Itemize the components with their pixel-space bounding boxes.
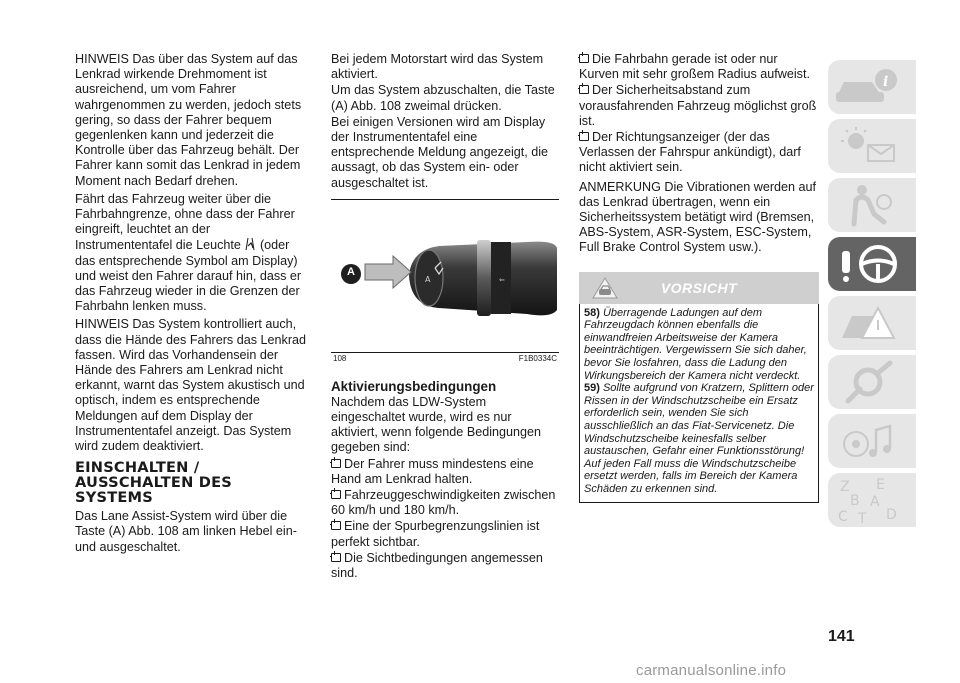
watermark: carmanualsonline.info: [636, 662, 787, 679]
tab-car-info[interactable]: [828, 60, 916, 114]
lane-departure-warning-icon: [244, 237, 256, 251]
figure-108: [331, 202, 559, 352]
paragraph-anmerkung: ANMERKUNG Die Vibrationen werden auf das Lenkrad übertragen, wenn ein Sicherheitssystem betätigt wird (Bremsen, ABS-System, ASR-System, ESC-System, Full Brake Control System usw.).: [579, 179, 817, 255]
svg-text:i: i: [883, 74, 889, 90]
paragraph-hinweis-hands: HINWEIS Das System kontrolliert auch, dass die Hände des Fahrers das Lenkrad fassen. Wird das Vorhandensein der Hände des Fahrers am Lenkrad nicht erkannt, warnt das System akustisch und optisch, indem es entsprechende Meldungen auf dem Display der Instrumententafel anzeigt. Das System wird zudem deaktiviert.: [75, 317, 307, 454]
tab-multimedia[interactable]: [828, 414, 916, 468]
list-item-text: Der Richtungsanzeiger (der das Verlassen der Fahrspur ankündigt), darf nicht aktiviert sein.: [579, 130, 801, 175]
svg-text:A: A: [425, 274, 431, 284]
chapter-tabs-sidebar: [828, 60, 916, 532]
index-letter: Z: [840, 479, 850, 495]
index-letter: C: [838, 509, 848, 525]
figure-code: F1B0334C: [518, 353, 557, 363]
bullet-icon: [331, 553, 341, 562]
paragraph-lane-exit-text-a: Fährt das Fahrzeug weiter über die Fahrbahngrenze, ohne dass der Fahrer eingreift, leuchtet an der Instrumententafel die Leuchte: [75, 191, 295, 253]
list-item: [579, 130, 819, 176]
list-item: [331, 488, 559, 518]
paragraph-hinweis-torque: HINWEIS Das über das System auf das Lenkrad wirkende Drehmoment ist ausreichend, um vom Fahrer wahrgenommen zu werden, jedoch stets gering, so dass der Fahrer bequem gegenlenken kann und jederzeit die Kontrolle über das Fahrzeug behält. Der Fahrer kann somit das Lenkrad in jedem Moment nach Bedarf drehen.: [75, 52, 302, 188]
warning-item-text: Überragende Ladungen auf dem Fahrzeugdach können ebenfalls die einwandfreien Arbeitsweise der Kamera beeinträchtigen. Vergewissern Sie sich daher, bevor Sie losfahren, dass die Ladung den Wirkungsbereich der Kamera nicht verdeckt.: [584, 306, 807, 382]
bullet-icon: [331, 459, 341, 468]
tab-starting-driving[interactable]: [828, 237, 916, 291]
list-item-text: Fahrzeuggeschwindigkeiten zwischen 60 km/h und 180 km/h.: [331, 488, 556, 518]
tab-emergency[interactable]: [828, 296, 916, 350]
warning-item-59: [584, 382, 814, 495]
subheading-activation-conditions: Aktivierungsbedingungen: [331, 378, 497, 394]
tab-maintenance[interactable]: [828, 355, 916, 409]
tools-icon: [828, 355, 916, 409]
list-item: [331, 551, 559, 581]
index-letters-icon: [828, 473, 916, 527]
bullet-icon: [331, 490, 341, 499]
bullet-icon: [579, 132, 589, 141]
bullet-icon: [331, 521, 341, 530]
figure-callout-a: A: [347, 265, 355, 278]
steering-stalk-illustration: [331, 202, 559, 352]
list-item-text: Eine der Spurbegrenzungslinien ist perfekt sichtbar.: [331, 519, 540, 549]
paragraph-lane-exit-warning: [75, 192, 310, 315]
list-item-text: Der Fahrer muss mindestens eine Hand am Lenkrad halten.: [331, 456, 534, 486]
list-item: [579, 52, 819, 82]
warning-banner: [579, 272, 819, 304]
index-letter: D: [886, 507, 897, 523]
figure-number: 108: [333, 353, 347, 363]
warning-item-number: 58): [584, 306, 600, 319]
index-letter: A: [870, 494, 880, 510]
bullet-icon: [579, 85, 589, 94]
index-letter: E: [876, 477, 885, 493]
list-item-text: Die Sichtbedingungen angemessen sind.: [331, 550, 543, 581]
tab-seats-safety[interactable]: [828, 178, 916, 232]
seat-airbag-icon: [828, 178, 916, 232]
tab-index[interactable]: [828, 473, 916, 527]
column-middle: [331, 52, 559, 582]
list-item-text: Der Sicherheitsabstand zum vorausfahrenden Fahrzeug möglichst groß ist.: [579, 83, 817, 128]
car-info-icon: [828, 60, 916, 114]
paragraph-button-a: Das Lane Assist-System wird über die Taste (A) Abb. 108 am linken Hebel ein- und ausgeschaltet.: [75, 509, 297, 554]
tab-lights-messages[interactable]: [828, 119, 916, 173]
svg-text:⇐: ⇐: [499, 275, 505, 284]
bullet-icon: [579, 54, 589, 63]
paragraph-disable-system: Um das System abzuschalten, die Taste (A) Abb. 108 zweimal drücken.: [331, 83, 555, 113]
warning-item-number: 59): [584, 382, 600, 395]
warning-item-58: [584, 307, 814, 383]
column-left: [75, 52, 310, 558]
warning-title: VORSICHT: [660, 279, 738, 296]
paragraph-engine-start: Bei jedem Motorstart wird das System aktiviert.: [331, 52, 544, 82]
multimedia-icon: [828, 414, 916, 468]
paragraph-lane-exit-text-b: (oder das entsprechende Symbol am Display) und weist den Fahrer darauf hin, dass er das Fahrzeug wieder in die Grenzen der Fahrbahn lenken muss.: [75, 238, 302, 314]
paragraph-display-message: Bei einigen Versionen wird am Display der Instrumententafel eine entsprechende Meldung angezeigt, die aussagt, ob das System ein- oder ausgeschaltet ist.: [331, 114, 549, 190]
list-item-text: Die Fahrbahn gerade ist oder nur Kurven mit sehr großem Radius aufweist.: [579, 52, 810, 82]
warning-item-text: Sollte aufgrund von Kratzern, Splittern oder Rissen in der Windschutzscheibe ein Ersatz erforderlich sein, wenden Sie sich ausschließlich an das Fiat-Servicenetz. Die Windschutzscheibe keinesfalls selber austauschen, Gefahr einer Funktionsstörung! Auf jeden Fall muss die Windschutzscheibe ersetzt werden, falls im Bereich der Kamera Schäden zu erkennen sind.: [584, 382, 814, 495]
page-number: 141: [828, 628, 855, 645]
index-letter: T: [858, 511, 867, 527]
list-item: [331, 457, 559, 487]
list-item: [579, 83, 819, 129]
warning-triangle-icon: [828, 296, 916, 350]
lights-message-icon: [828, 119, 916, 173]
figure-caption: [331, 352, 559, 365]
figure-top-rule: [331, 199, 559, 200]
list-item: [331, 519, 559, 549]
key-steering-icon: [828, 237, 916, 291]
column-right: [579, 52, 819, 503]
index-letter: B: [850, 493, 860, 509]
section-heading-switch-on-off: EINSCHALTEN / AUSSCHALTEN DES SYSTEMS: [75, 459, 232, 507]
warning-box: [579, 304, 819, 503]
paragraph-ldw-conditions: Nachdem das LDW-System eingeschaltet wurde, wird es nur aktiviert, wenn folgende Bedingungen gegeben sind:: [331, 394, 542, 455]
